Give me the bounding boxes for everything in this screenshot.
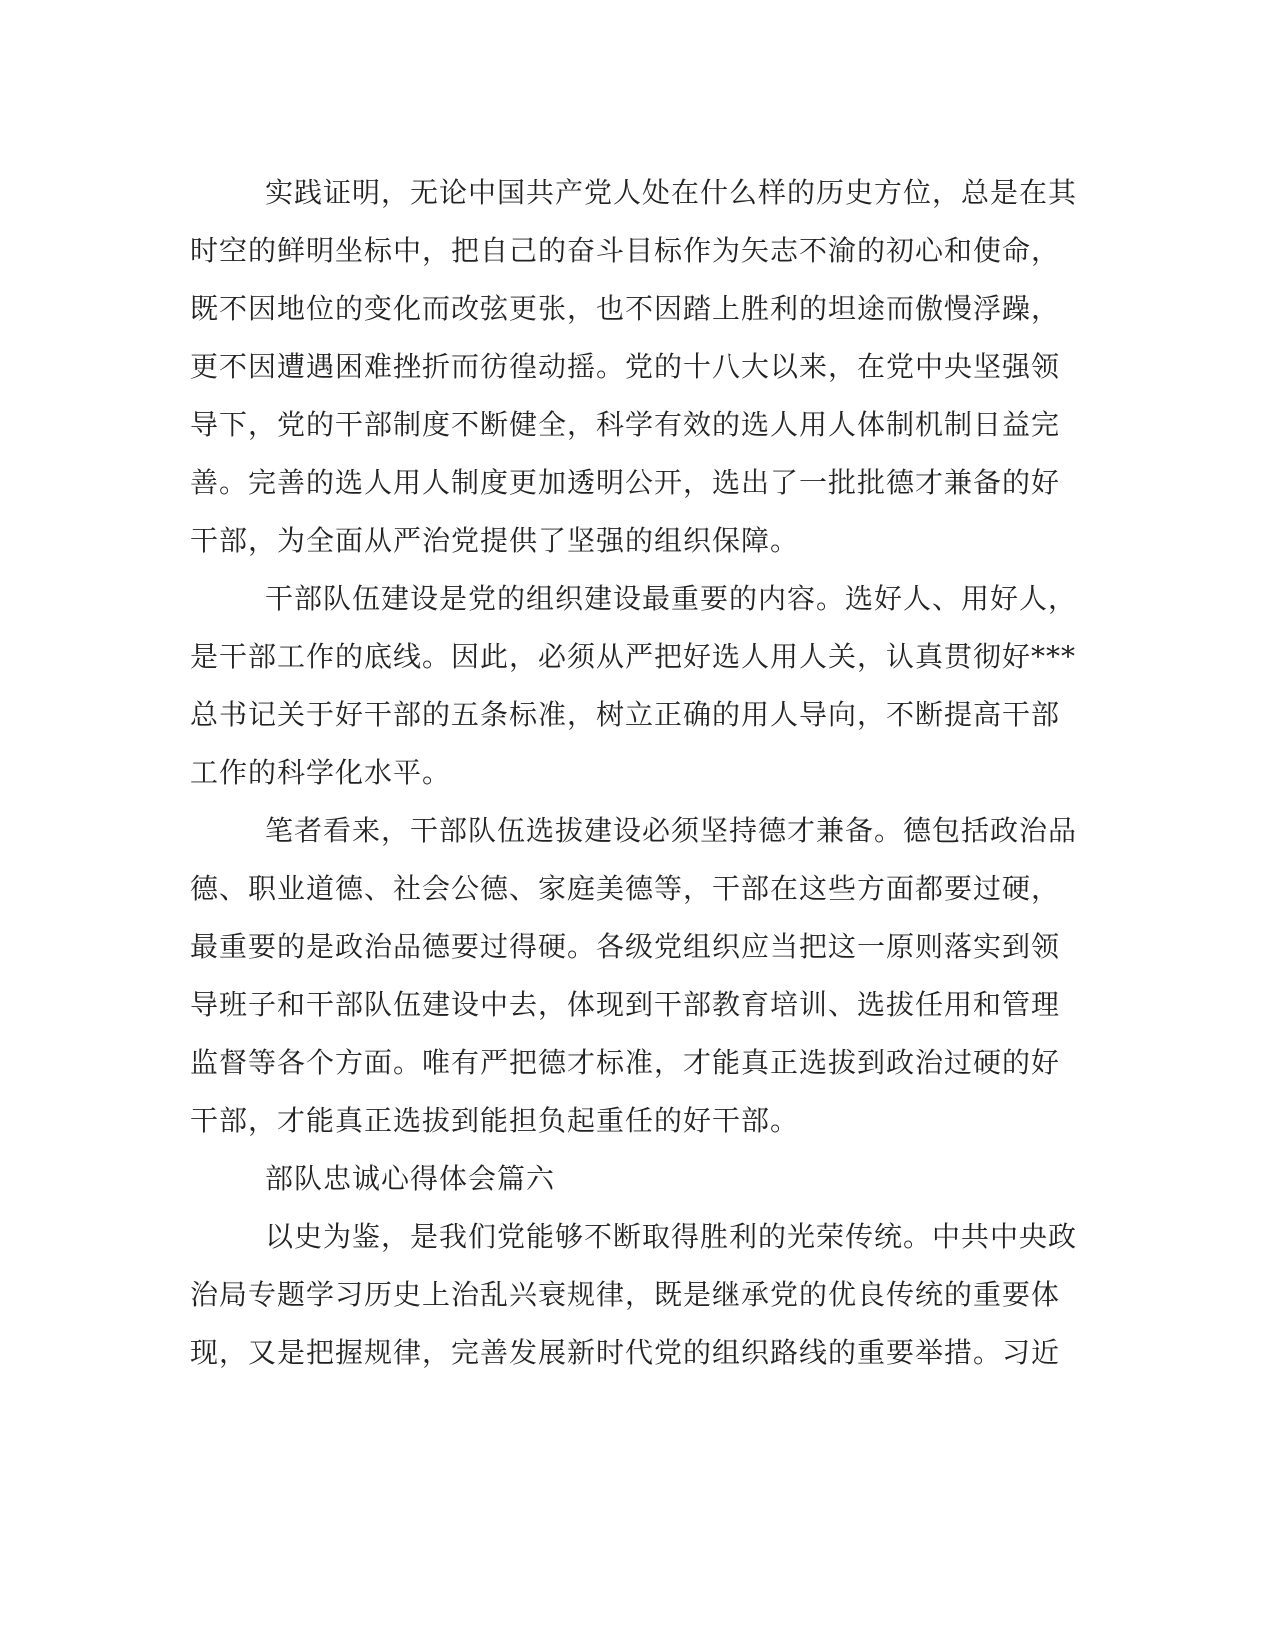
text-line: 是干部工作的底线。因此，必须从严把好选人用人关，认真贯彻好*** — [190, 640, 1077, 673]
paragraph-first-line: 以史为鉴，是我们党能够不断取得胜利的光荣传统。中共中央政 — [265, 1220, 1078, 1253]
text-line: 总书记关于好干部的五条标准，树立正确的用人导向，不断提高干部 — [190, 698, 1061, 731]
text-line: 时空的鲜明坐标中，把自己的奋斗目标作为矢志不渝的初心和使命， — [190, 234, 1061, 267]
paragraph-first-line: 干部队伍建设是党的组织建设最重要的内容。选好人、用好人， — [265, 582, 1078, 615]
paragraph-first-line: 笔者看来，干部队伍选拔建设必须坚持德才兼备。德包括政治品 — [265, 814, 1078, 847]
text-line: 最重要的是政治品德要过得硬。各级党组织应当把这一原则落实到领 — [190, 930, 1061, 963]
text-line: 德、职业道德、社会公德、家庭美德等，干部在这些方面都要过硬， — [190, 872, 1061, 905]
text-line: 现，又是把握规律，完善发展新时代党的组织路线的重要举措。习近 — [190, 1336, 1061, 1369]
text-line: 干部，为全面从严治党提供了坚强的组织保障。 — [190, 524, 800, 557]
text-line: 监督等各个方面。唯有严把德才标准，才能真正选拔到政治过硬的好 — [190, 1046, 1061, 1079]
text-line: 干部，才能真正选拔到能担负起重任的好干部。 — [190, 1104, 800, 1137]
paragraph-first-line: 实践证明，无论中国共产党人处在什么样的历史方位，总是在其 — [265, 176, 1078, 209]
paragraph-first-line: 部队忠诚心得体会篇六 — [265, 1162, 556, 1195]
document-body — [190, 164, 1080, 1382]
text-line: 更不因遭遇困难挫折而彷徨动摇。党的十八大以来，在党中央坚强领 — [190, 350, 1061, 383]
text-line: 既不因地位的变化而改弦更张，也不因踏上胜利的坦途而傲慢浮躁， — [190, 292, 1061, 325]
text-line: 导下，党的干部制度不断健全，科学有效的选人用人体制机制日益完 — [190, 408, 1061, 441]
text-line: 善。完善的选人用人制度更加透明公开，选出了一批批德才兼备的好 — [190, 466, 1061, 499]
text-line: 治局专题学习历史上治乱兴衰规律，既是继承党的优良传统的重要体 — [190, 1278, 1061, 1311]
text-line: 工作的科学化水平。 — [190, 756, 452, 789]
text-line: 导班子和干部队伍建设中去，体现到干部教育培训、选拔任用和管理 — [190, 988, 1061, 1021]
